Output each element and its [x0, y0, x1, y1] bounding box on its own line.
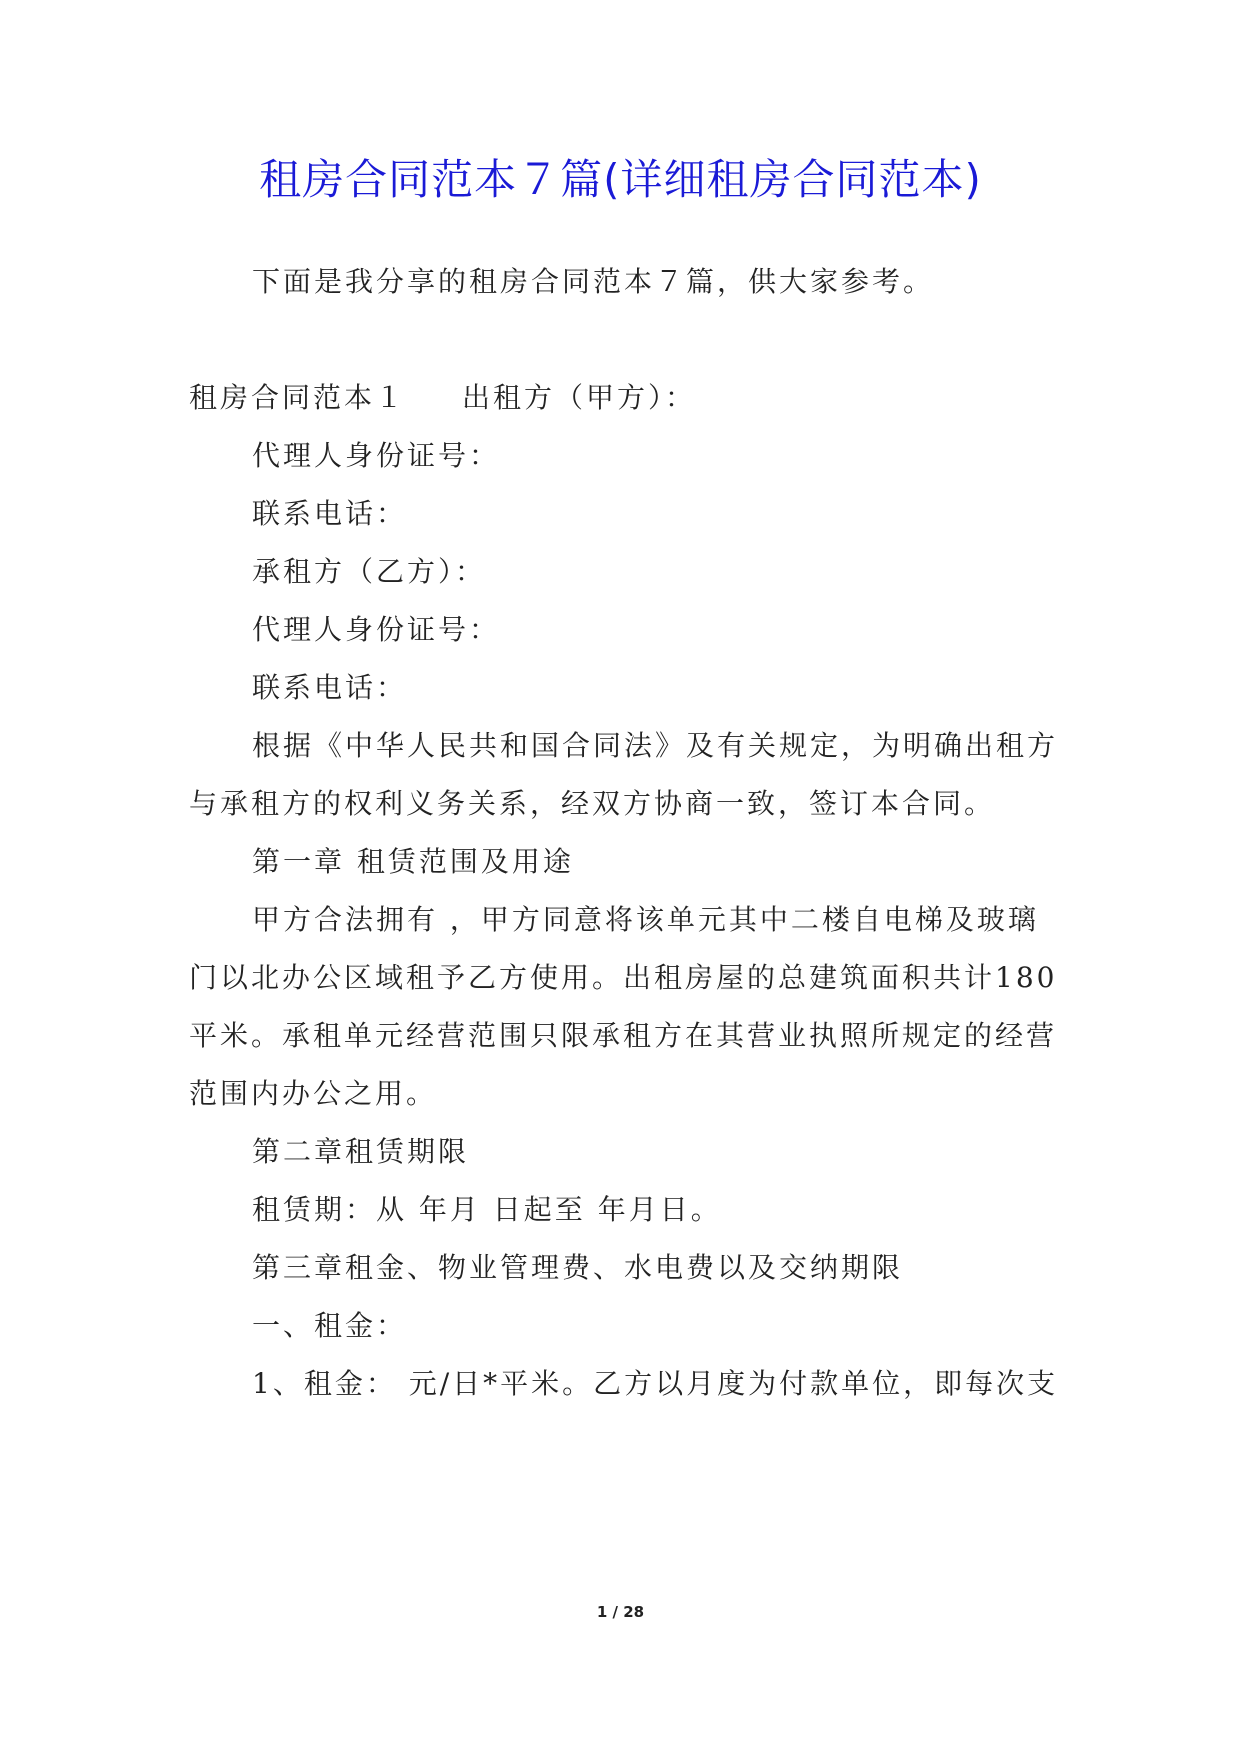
lessee-phone-field: 联系电话： [252, 671, 408, 704]
lessee-label: 承租方（乙方）： [252, 555, 487, 588]
chapter-1-line-2: 门以北办公区域租予乙方使用。出租房屋的总建筑面积共计180 [189, 961, 1058, 994]
chapter-2-line-1: 租赁期：从 年月 日起至 年月日。 [252, 1193, 722, 1226]
lessor-label: 出租方（甲方）： [462, 381, 697, 414]
lessee-agent-id-field: 代理人身份证号： [252, 613, 501, 646]
chapter-1-line-1: 甲方合法拥有 ，甲方同意将该单元其中二楼自电梯及玻璃 [252, 903, 1039, 936]
page-indicator: 1 / 28 [596, 1603, 645, 1621]
chapter-2-title: 第二章租赁期限 [252, 1135, 470, 1168]
chapter-1-line-4: 范围内办公之用。 [189, 1077, 438, 1110]
preamble-line-1: 根据《中华人民共和国合同法》及有关规定，为明确出租方 [252, 729, 1059, 762]
chapter-3-title: 第三章租金、物业管理费、水电费以及交纳期限 [252, 1251, 904, 1284]
preamble-line-2: 与承租方的权利义务关系，经双方协商一致，签订本合同。 [189, 787, 996, 820]
lessor-agent-id-field: 代理人身份证号： [252, 439, 501, 472]
rent-line-1: 1、租金： 元/日*平米。乙方以月度为付款单位，即每次支 [252, 1367, 1059, 1400]
intro-paragraph: 下面是我分享的租房合同范本７篇，供大家参考。 [252, 265, 935, 298]
chapter-1-title: 第一章 租赁范围及用途 [252, 845, 574, 878]
document-title: 租房合同范本７篇(详细租房合同范本) [259, 155, 982, 204]
section-heading: 租房合同范本１ [189, 381, 407, 414]
rent-heading: 一、租金： [252, 1309, 408, 1342]
lessor-phone-field: 联系电话： [252, 497, 408, 530]
chapter-1-line-3: 平米。承租单元经营范围只限承租方在其营业执照所规定的经营 [189, 1019, 1058, 1052]
